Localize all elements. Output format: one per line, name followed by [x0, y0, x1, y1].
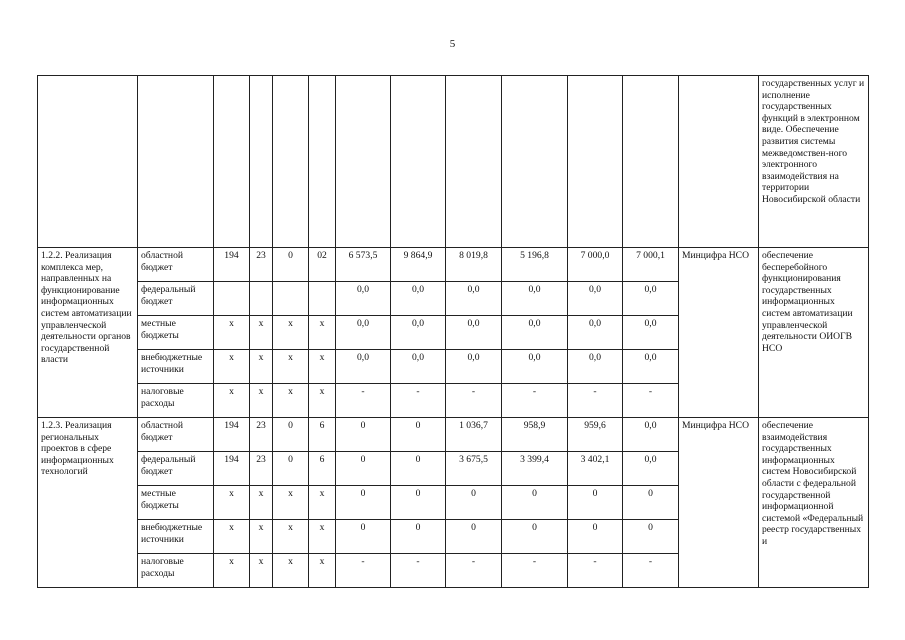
code-cell: x [250, 520, 273, 554]
source-cell: налоговые расходы [138, 554, 214, 588]
code-cell: x [273, 486, 309, 520]
value-cell: 8 019,8 [446, 248, 502, 282]
empty-cell [309, 76, 336, 248]
value-cell: 0 [391, 418, 446, 452]
table-row [38, 248, 869, 282]
value-cell: 958,9 [502, 418, 568, 452]
source-cell: областной бюджет [138, 418, 214, 452]
code-cell: x [250, 316, 273, 350]
code-cell: 0 [273, 418, 309, 452]
continuation-row [38, 76, 869, 248]
result-cell: обеспечение взаимодействия государственных информационных систем Новосибирской области с федеральной государственной информационной системой «Федеральный реестр государственных и [759, 418, 869, 588]
value-cell: 0 [502, 486, 568, 520]
source-cell: внебюджетные источники [138, 520, 214, 554]
value-cell: 0,0 [391, 350, 446, 384]
code-cell [309, 282, 336, 316]
code-cell: 6 [309, 418, 336, 452]
value-cell: 0,0 [336, 282, 391, 316]
value-cell: - [391, 384, 446, 418]
result-cell: государственных услуг и исполнение государственных функций в электронном виде. Обеспечение развития системы межведомствен-ного электронного взаимодействия на территории Новосибирской области [759, 76, 869, 248]
code-cell: x [309, 554, 336, 588]
code-cell [250, 282, 273, 316]
value-cell: 3 675,5 [446, 452, 502, 486]
page-number: 5 [449, 38, 456, 50]
value-cell: 1 036,7 [446, 418, 502, 452]
code-cell: 194 [214, 248, 250, 282]
code-cell: x [214, 554, 250, 588]
empty-cell [214, 76, 250, 248]
code-cell: x [250, 384, 273, 418]
code-cell: 0 [273, 248, 309, 282]
value-cell: 0 [502, 520, 568, 554]
code-cell: 02 [309, 248, 336, 282]
value-cell: 0,0 [502, 350, 568, 384]
empty-cell [502, 76, 568, 248]
value-cell: 0 [336, 520, 391, 554]
code-cell: x [309, 316, 336, 350]
value-cell: 0,0 [623, 316, 679, 350]
code-cell: x [250, 554, 273, 588]
measure-cell: 1.2.3. Реализация региональных проектов в сфере информационных технологий [38, 418, 138, 588]
value-cell: - [336, 384, 391, 418]
value-cell: 0 [391, 520, 446, 554]
value-cell: - [568, 384, 623, 418]
executor-cell: Минцифра НСО [679, 418, 759, 588]
value-cell: 6 573,5 [336, 248, 391, 282]
value-cell: - [568, 554, 623, 588]
code-cell: x [214, 486, 250, 520]
code-cell: x [273, 520, 309, 554]
value-cell: - [446, 554, 502, 588]
value-cell: 0,0 [336, 316, 391, 350]
source-cell: местные бюджеты [138, 316, 214, 350]
empty-cell [138, 76, 214, 248]
value-cell: 0 [568, 520, 623, 554]
empty-cell [568, 76, 623, 248]
value-cell: 3 402,1 [568, 452, 623, 486]
value-cell: 0,0 [391, 282, 446, 316]
code-cell: x [250, 486, 273, 520]
source-cell: федеральный бюджет [138, 282, 214, 316]
code-cell: x [309, 384, 336, 418]
value-cell: 0,0 [568, 316, 623, 350]
code-cell [214, 282, 250, 316]
source-cell: федеральный бюджет [138, 452, 214, 486]
code-cell: x [250, 350, 273, 384]
code-cell: 6 [309, 452, 336, 486]
value-cell: 0,0 [623, 282, 679, 316]
empty-cell [623, 76, 679, 248]
value-cell: 0 [623, 486, 679, 520]
value-cell: - [336, 554, 391, 588]
code-cell: 23 [250, 248, 273, 282]
value-cell: 0 [446, 486, 502, 520]
value-cell: 959,6 [568, 418, 623, 452]
value-cell: - [502, 554, 568, 588]
value-cell: 0,0 [623, 350, 679, 384]
code-cell: 0 [273, 452, 309, 486]
value-cell: 0 [623, 520, 679, 554]
empty-cell [273, 76, 309, 248]
value-cell: 0,0 [568, 282, 623, 316]
value-cell: 3 399,4 [502, 452, 568, 486]
table-row [38, 418, 869, 452]
empty-cell [250, 76, 273, 248]
value-cell: 0,0 [446, 316, 502, 350]
source-cell: налоговые расходы [138, 384, 214, 418]
code-cell: 23 [250, 418, 273, 452]
value-cell: 0 [568, 486, 623, 520]
code-cell: x [309, 520, 336, 554]
code-cell: x [273, 554, 309, 588]
code-cell: x [214, 384, 250, 418]
empty-cell [446, 76, 502, 248]
code-cell: x [273, 316, 309, 350]
value-cell: 0 [391, 452, 446, 486]
value-cell: 0 [336, 452, 391, 486]
value-cell: 5 196,8 [502, 248, 568, 282]
value-cell: 0,0 [502, 282, 568, 316]
value-cell: - [502, 384, 568, 418]
value-cell: 0,0 [446, 282, 502, 316]
code-cell: x [214, 520, 250, 554]
value-cell: 0,0 [568, 350, 623, 384]
value-cell: 0 [336, 486, 391, 520]
value-cell: 7 000,1 [623, 248, 679, 282]
value-cell: - [446, 384, 502, 418]
value-cell: 9 864,9 [391, 248, 446, 282]
source-cell: местные бюджеты [138, 486, 214, 520]
code-cell [273, 282, 309, 316]
source-cell: внебюджетные источники [138, 350, 214, 384]
value-cell: - [623, 554, 679, 588]
value-cell: 0 [391, 486, 446, 520]
empty-cell [38, 76, 138, 248]
value-cell: 0 [446, 520, 502, 554]
value-cell: 0,0 [391, 316, 446, 350]
value-cell: 0,0 [446, 350, 502, 384]
code-cell: x [273, 384, 309, 418]
value-cell: 0,0 [623, 452, 679, 486]
code-cell: x [309, 350, 336, 384]
code-cell: x [309, 486, 336, 520]
code-cell: x [214, 316, 250, 350]
measure-cell: 1.2.2. Реализация комплекса мер, направленных на функционирование информационных систем автоматизации управленческой деятельности органов государственной власти [38, 248, 138, 418]
value-cell: 0,0 [336, 350, 391, 384]
budget-table [37, 75, 869, 588]
executor-cell: Минцифра НСО [679, 248, 759, 418]
source-cell: областной бюджет [138, 248, 214, 282]
result-cell: обеспечение бесперебойного функционирования государственных информационных систем автоматизации управленческой деятельности ОИОГВ НСО [759, 248, 869, 418]
empty-cell [336, 76, 391, 248]
value-cell: 0,0 [502, 316, 568, 350]
code-cell: x [214, 350, 250, 384]
value-cell: 7 000,0 [568, 248, 623, 282]
empty-cell [391, 76, 446, 248]
value-cell: - [391, 554, 446, 588]
code-cell: x [273, 350, 309, 384]
value-cell: - [623, 384, 679, 418]
value-cell: 0 [336, 418, 391, 452]
code-cell: 194 [214, 452, 250, 486]
empty-cell [679, 76, 759, 248]
code-cell: 23 [250, 452, 273, 486]
code-cell: 194 [214, 418, 250, 452]
value-cell: 0,0 [623, 418, 679, 452]
